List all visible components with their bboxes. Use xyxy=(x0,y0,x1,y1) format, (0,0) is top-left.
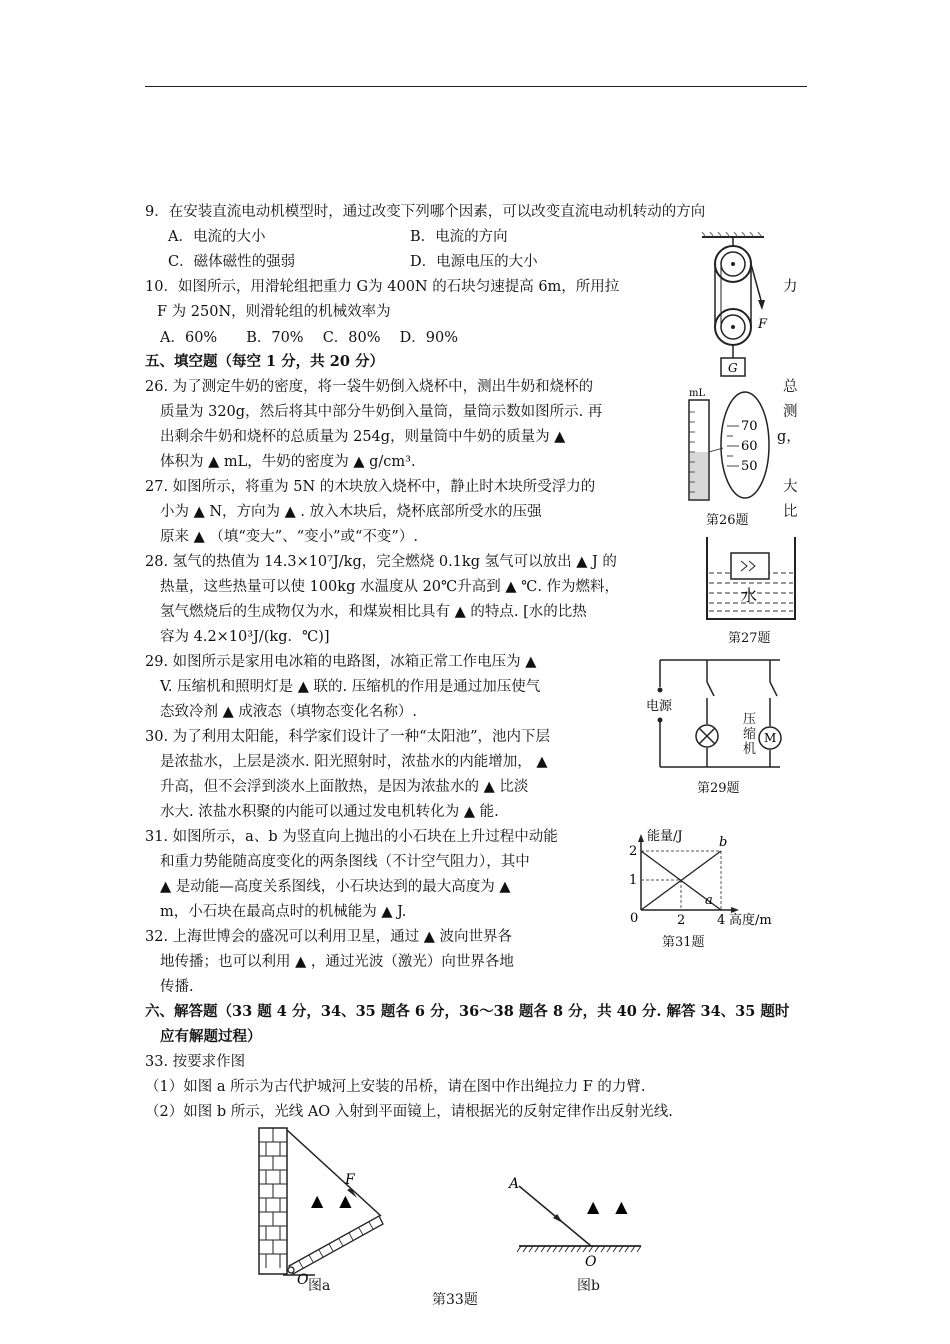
q27-line1: 27. 如图所示，将重为 5N 的木块放入烧杯中，静止时木块所受浮力的 xyxy=(145,479,596,495)
q30-line1: 30. 为了利用太阳能，科学家们设计了一种“太阳池”，池内下层 xyxy=(145,729,550,745)
q29-line3: 态致冷剂 ▲ 成液态（填物态变化名称）. xyxy=(160,704,417,720)
q33-line3: （2）如图 b 所示，光线 AO 入射到平面镜上，请根据光的反射定律作出反射光线. xyxy=(145,1104,673,1120)
q9-option-b: B．电流的方向 xyxy=(410,229,508,245)
drawbridge-triangles: ▲ ▲ xyxy=(311,1191,352,1210)
q26-line3-end: g， xyxy=(777,429,801,445)
drawbridge-figure xyxy=(255,1124,405,1284)
graph-x-tick-4: 4 xyxy=(717,913,726,928)
q32-line2: 地传播；也可以利用 ▲ ，通过光波（激光）向世界各地 xyxy=(160,954,514,970)
q28-line4: 容为 4.2×10³J/(kg．℃)] xyxy=(160,629,330,645)
q30-line4: 水大. 浓盐水积聚的内能可以通过发电机转化为 ▲ 能. xyxy=(160,804,499,820)
graph-x-tick-2: 2 xyxy=(677,913,686,928)
q10-options: A．60% B．70% C．80% D．90% xyxy=(160,330,458,346)
q9-stem: 9．在安装直流电动机模型时，通过改变下列哪个因素，可以改变直流电动机转动的方向 xyxy=(145,204,706,220)
drawbridge-label-f: F xyxy=(345,1172,355,1188)
graph-y-tick-1: 1 xyxy=(629,873,638,888)
figure-b-caption: 图b xyxy=(577,1278,600,1294)
figure-a-caption: 图a xyxy=(308,1278,331,1294)
q31-line4: m，小石块在最高点时的机械能为 ▲ J. xyxy=(160,904,407,920)
q26-line3: 出剩余牛奶和烧杯的总质量为 254g，则量筒中牛奶的质量为 ▲ xyxy=(160,429,566,445)
mirror-triangles: ▲ ▲ xyxy=(587,1197,628,1216)
cylinder-60: 60 xyxy=(741,439,758,454)
q33-line2: （1）如图 a 所示为古代护城河上安装的吊桥，请在图中作出绳拉力 F 的力臂. xyxy=(145,1079,646,1095)
q10-line2: F 为 250N，则滑轮组的机械效率为 xyxy=(157,304,391,320)
q26-line1-end: 总 xyxy=(783,379,798,395)
cylinder-50: 50 xyxy=(741,459,758,474)
beaker-water-label: 水 xyxy=(741,586,758,605)
q9-option-a: A．电流的大小 xyxy=(168,229,266,245)
cylinder-70: 70 xyxy=(741,419,758,434)
q30-line3: 升高，但不会浮到淡水上面散热，是因为浓盐水的 ▲ 比淡 xyxy=(160,779,529,795)
q29-line1: 29. 如图所示是家用电冰箱的电路图，冰箱正常工作电压为 ▲ xyxy=(145,654,537,670)
mirror-label-a: A xyxy=(509,1176,520,1192)
q31-line3: ▲ 是动能—高度关系图线，小石块达到的最大高度为 ▲ xyxy=(160,879,511,895)
energy-graph xyxy=(625,824,785,932)
graph-origin: 0 xyxy=(630,911,639,926)
q26-line1: 26. 为了测定牛奶的密度，将一袋牛奶倒入烧杯中，测出牛奶和烧杯的 xyxy=(145,379,594,395)
pulley-figure xyxy=(698,232,768,380)
drawbridge-label-o: O xyxy=(297,1272,309,1284)
pulley-label-g: G xyxy=(728,361,738,375)
pulley-label-f: F xyxy=(758,317,768,332)
graph-y-tick-2: 2 xyxy=(629,844,638,859)
section6-heading-line1: 六、解答题（33 题 4 分，34、35 题各 6 分，36～38 题各 8 分，共 40 分. 解答 34、35 题时 xyxy=(145,1003,790,1020)
cylinder-unit: mL xyxy=(689,388,706,399)
q27-line2-end: 比 xyxy=(783,504,798,520)
caption-27: 第27题 xyxy=(728,631,771,646)
header-rule xyxy=(145,86,807,87)
q27-line1-end: 大 xyxy=(783,479,798,495)
graph-y-label: 能量/J xyxy=(647,829,683,844)
q28-line3: 氢气燃烧后的生成物仅为水，和煤炭相比具有 ▲ 的特点. [水的比热 xyxy=(160,604,587,620)
q30-line2: 是浓盐水，上层是淡水. 阳光照射时，浓盐水的内能增加， ▲ xyxy=(160,754,548,770)
q9-option-d: D．电源电压的大小 xyxy=(410,254,538,270)
graph-line-a: a xyxy=(705,893,713,908)
q33-line1: 33. 按要求作图 xyxy=(145,1054,246,1070)
q26-line4: 体积为 ▲ mL，牛奶的密度为 ▲ g/cm³. xyxy=(160,454,416,470)
q10-line1: 10．如图所示，用滑轮组把重力 G为 400N 的石块匀速提高 6m，所用拉 xyxy=(145,279,620,295)
beaker-figure xyxy=(703,535,799,623)
q31-line2: 和重力势能随高度变化的两条图线（不计空气阻力），其中 xyxy=(160,854,530,870)
circuit-m-label: M xyxy=(764,731,777,745)
q31-line1: 31. 如图所示，a、b 为竖直向上抛出的小石块在上升过程中动能 xyxy=(145,829,558,845)
q32-line3: 传播. xyxy=(160,979,194,995)
cylinder-figure xyxy=(685,382,775,507)
mirror-figure xyxy=(505,1166,655,1270)
section6-heading-line2: 应有解题过程） xyxy=(160,1028,262,1045)
caption-31: 第31题 xyxy=(662,935,705,950)
q32-line1: 32. 上海世博会的盛况可以利用卫星，通过 ▲ 波向世界各 xyxy=(145,929,513,945)
q10-line1-end: 力 xyxy=(783,279,798,295)
circuit-power-label: 电源 xyxy=(646,699,673,714)
q29-line2: V. 压缩机和照明灯是 ▲ 联的. 压缩机的作用是通过加压使气 xyxy=(160,679,541,695)
circuit-figure xyxy=(642,652,802,772)
circuit-compressor-label: 压缩机 xyxy=(743,712,757,757)
graph-x-label: 高度/m xyxy=(729,913,772,928)
q28-line2: 热量，这些热量可以使 100kg 水温度从 20℃升高到 ▲ ℃. 作为燃料， xyxy=(160,579,620,595)
caption-26: 第26题 xyxy=(706,513,749,528)
q27-line2: 小为 ▲ N，方向为 ▲ . 放入木块后，烧杯底部所受水的压强 xyxy=(160,504,542,520)
q26-line2-end: 测 xyxy=(783,404,798,420)
q26-line2: 质量为 320g，然后将其中部分牛奶倒入量筒，量筒示数如图所示. 再 xyxy=(160,404,603,420)
q27-line3: 原来 ▲ （填“变大”、“变小”或“不变”）. xyxy=(160,529,418,545)
section5-heading: 五、填空题（每空 1 分，共 20 分） xyxy=(145,353,384,370)
q28-line1: 28. 氢气的热值为 14.3×10⁷J/kg，完全燃烧 0.1kg 氢气可以放出 ▲ J 的 xyxy=(145,554,617,570)
caption-33: 第33题 xyxy=(432,1292,478,1308)
graph-line-b: b xyxy=(719,835,728,850)
q9-option-c: C．磁体磁性的强弱 xyxy=(168,254,296,270)
mirror-label-o: O xyxy=(585,1254,597,1270)
caption-29: 第29题 xyxy=(697,781,740,796)
